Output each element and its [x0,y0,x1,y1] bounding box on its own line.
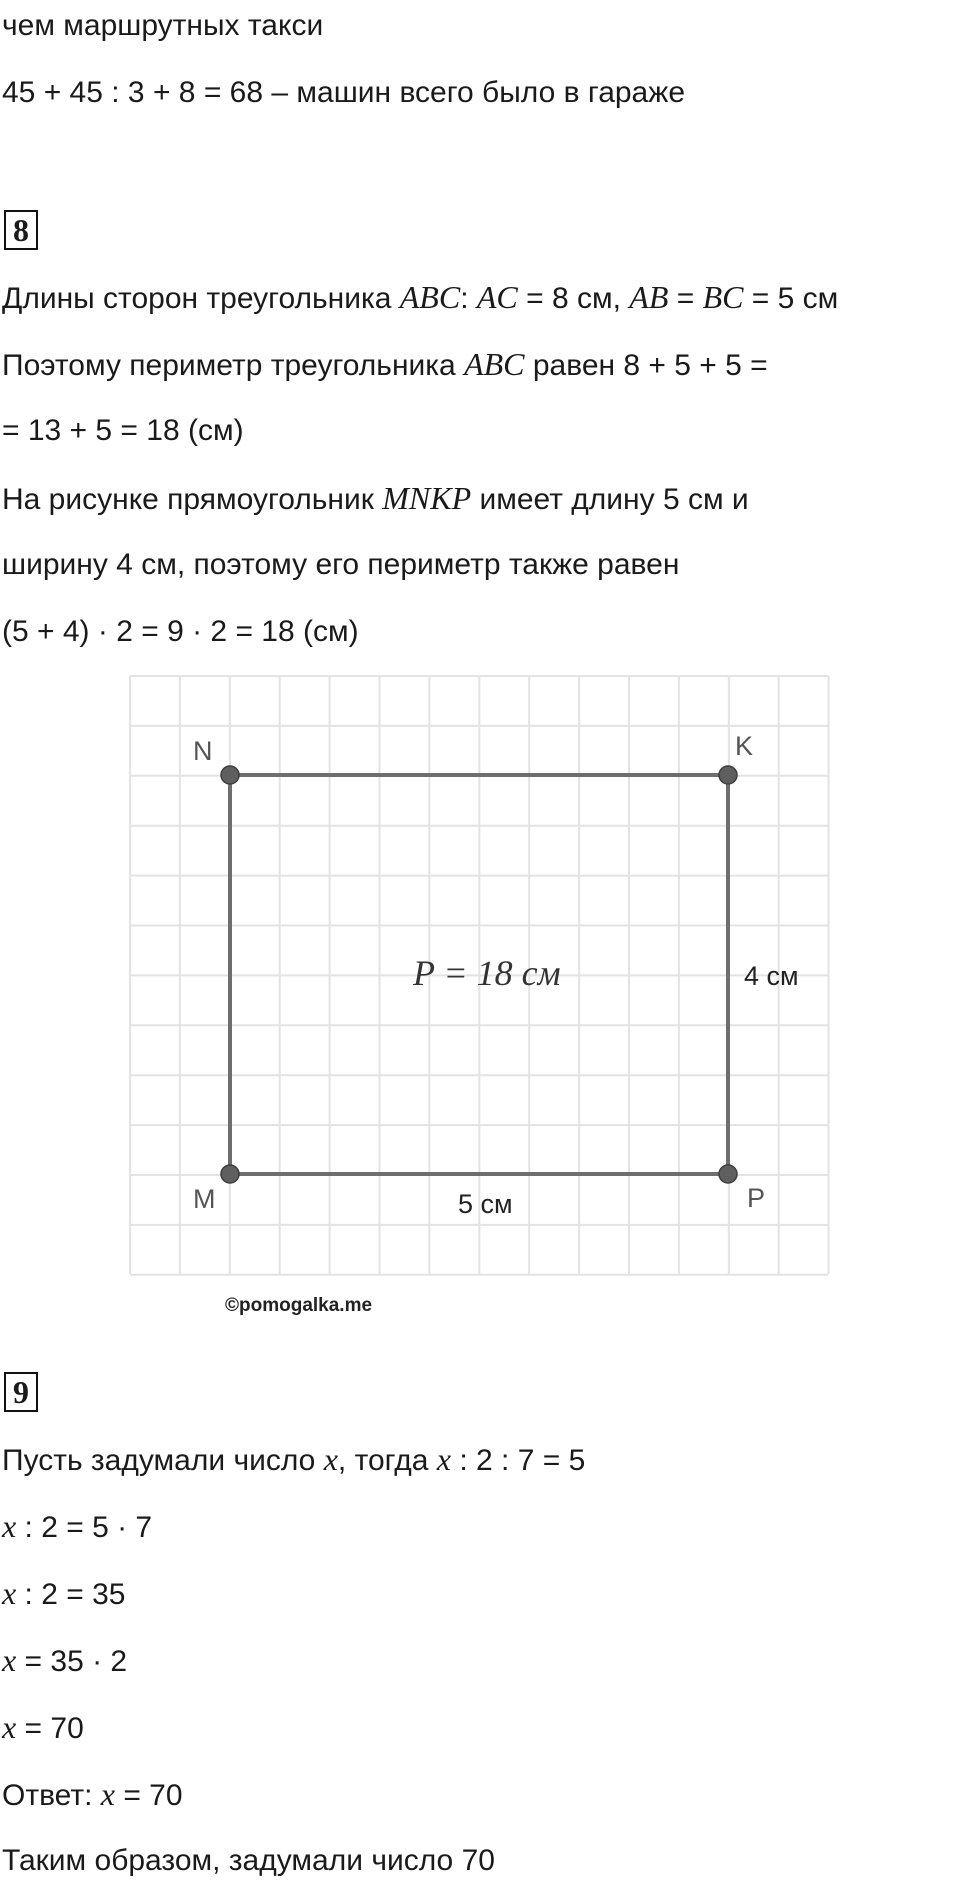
task-9-line-2: x : 2 = 5 · 7 [2,1508,153,1544]
task-9-line-1: Пусть задумали число x, тогда x : 2 : 7 = 5 [2,1441,586,1477]
vertex-n-label: N [193,736,213,766]
task-8-line-4: На рисунке прямоугольник MNKP имеет длину 5 см и [2,480,749,516]
task-8-number: 8 [4,210,38,250]
perimeter-label: P = 18 см [413,953,561,993]
prev-line-2: 45 + 45 : 3 + 8 = 68 – машин всего было в гараже [2,76,685,109]
task-8-line-6: (5 + 4) · 2 = 9 · 2 = 18 (см) [2,615,359,648]
vertex-k-label: K [735,731,754,761]
prev-line-1: чем маршрутных такси [2,9,324,42]
vertex-k-point [719,766,737,784]
vertex-m-point [221,1165,239,1183]
length-label: 5 см [458,1189,513,1219]
task-9-number: 9 [4,1372,38,1412]
task-9-line-4: x = 35 · 2 [2,1642,128,1678]
task-9-answer: Ответ: x = 70 [2,1776,183,1812]
height-label: 4 см [744,961,799,991]
vertex-p-label: P [747,1183,766,1213]
task-9-line-3: x : 2 = 35 [2,1575,126,1611]
task-8-line-2: Поэтому периметр треугольника ABC равен 8 + 5 + 5 = [2,346,768,382]
task-9-line-5: x = 70 [2,1709,84,1745]
vertex-m-label: M [193,1184,216,1214]
task-8-line-5: ширину 4 см, поэтому его периметр также равен [2,548,680,581]
watermark: ©pomogalka.me [225,1295,373,1316]
task-8-line-3: = 13 + 5 = 18 (см) [2,414,244,447]
task-9-conclusion: Таким образом, задумали число 70 [2,1844,495,1877]
vertex-p-point [719,1165,737,1183]
task-8-line-1: Длины сторон треугольника ABC: AC = 8 см, AB = BC = 5 см [2,279,839,315]
vertex-n-point [221,766,239,784]
